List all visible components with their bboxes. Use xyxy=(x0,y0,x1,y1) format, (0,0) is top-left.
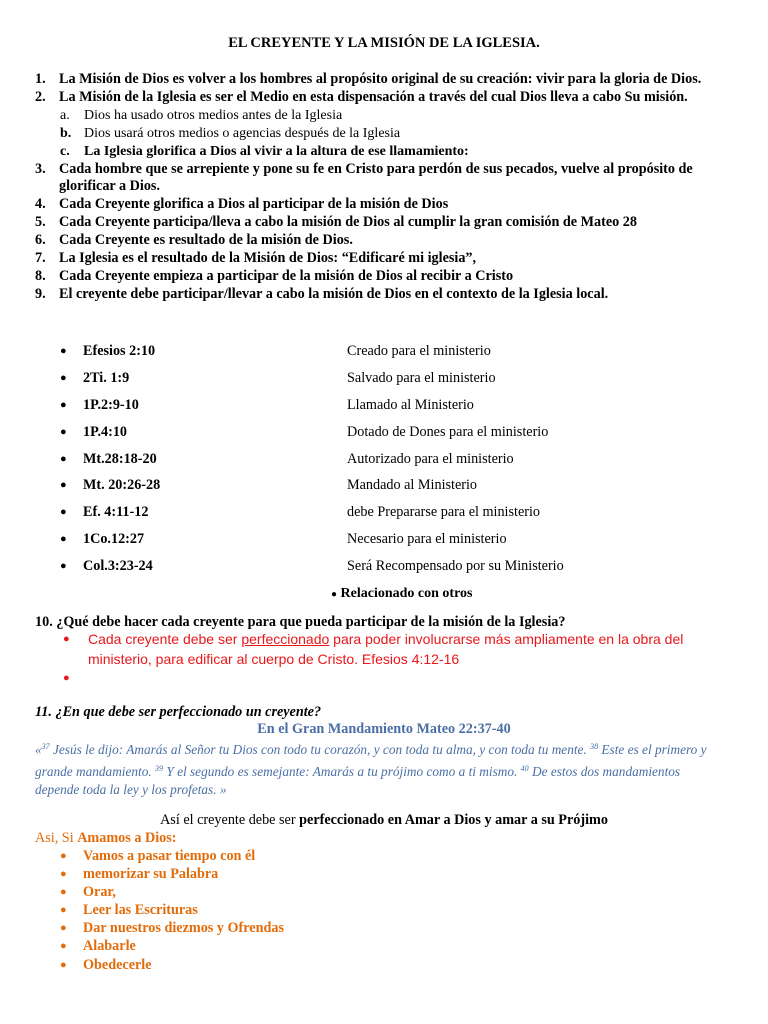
scripture-reference: 2Ti. 1:9 xyxy=(83,369,130,386)
reference-description: debe Prepararse para el ministerio xyxy=(347,504,541,521)
orange-list-item xyxy=(0,919,768,937)
reference-row xyxy=(0,395,768,422)
sub-item xyxy=(0,125,768,143)
list-item xyxy=(0,196,768,214)
list-item xyxy=(0,232,768,250)
list-item xyxy=(0,250,768,268)
related-line xyxy=(331,585,473,604)
conclusion-bold: perfeccionado en Amar a Dios y amar a su Prójimo xyxy=(299,812,608,828)
item-text: La Misión de Dios es volver a los hombres al propósito original de su creación: vivir para la gloria de Dios. xyxy=(59,71,702,87)
orange-item-text: Vamos a pasar tiempo con él xyxy=(83,848,256,864)
sub-item-text: Dios usará otros medios o agencias después de la Iglesia xyxy=(84,125,401,141)
related-text: Relacionado con otros xyxy=(340,586,473,601)
scripture-reference: Ef. 4:11-12 xyxy=(83,504,149,521)
orange-heading xyxy=(35,829,177,847)
reference-description: Dotado de Dones para el ministerio xyxy=(347,423,549,440)
red-empty-bullet-row xyxy=(0,669,768,689)
quote-open: « xyxy=(35,742,42,757)
verse-text: Y el segundo es semejante: Amarás a tu prójimo como a ti mismo. xyxy=(163,763,521,779)
sub-item-letter: a. xyxy=(60,107,70,123)
item-text: Cada Creyente participa/lleva a cabo la misión de Dios al cumplir la gran comisión de Mateo 28 xyxy=(59,214,637,231)
sub-item xyxy=(0,143,768,161)
reference-row xyxy=(0,529,768,556)
bullet-icon: ● xyxy=(60,850,67,862)
bullet-icon: ● xyxy=(60,345,67,357)
item-number: 2. xyxy=(35,88,46,105)
item-number: 6. xyxy=(35,232,46,249)
list-item xyxy=(0,71,768,89)
red-text-before: Cada creyente debe ser xyxy=(88,631,242,647)
scripture-reference: 1Co.12:27 xyxy=(83,531,145,548)
orange-list-item xyxy=(0,883,768,901)
verse-text: Jesús le dijo: Amarás al Señor tu Dios con todo tu corazón, y con toda tu alma, y con toda tu mente. xyxy=(49,742,591,757)
red-bullet-row xyxy=(0,630,768,669)
bullet-icon: ● xyxy=(60,922,67,935)
reference-description: Salvado para el ministerio xyxy=(347,369,496,386)
sub-item-letter: c. xyxy=(60,143,70,159)
reference-list xyxy=(0,341,768,583)
item-number: 7. xyxy=(35,250,46,267)
scripture-reference: Col.3:23-24 xyxy=(83,558,153,575)
reference-row xyxy=(0,449,768,476)
red-text-underlined: perfeccionado xyxy=(241,631,330,647)
bullet-icon: ● xyxy=(60,560,67,573)
item-text: Cada Creyente glorifica a Dios al participar de la misión de Dios xyxy=(59,196,449,213)
item-text: Cada hombre que se arrepiente y pone su fe en Cristo para perdón de sus pecados, vuelve al propósito de glorificar a Dios. xyxy=(59,160,693,195)
orange-item-text: memorizar su Palabra xyxy=(83,866,219,883)
red-answer-block xyxy=(0,630,768,689)
verse-text: Este es el primero y grande mandamiento. xyxy=(35,742,707,779)
orange-heading-bold: Amamos a Dios: xyxy=(77,830,177,846)
item-text: Cada Creyente es resultado de la misión de Dios. xyxy=(59,232,353,249)
bullet-icon: ● xyxy=(60,398,67,411)
reference-row xyxy=(0,556,768,583)
bullet-icon: ● xyxy=(60,940,67,953)
bullet-icon: ● xyxy=(331,589,338,600)
reference-description: Llamado al Ministerio xyxy=(347,396,474,413)
orange-list-item xyxy=(0,937,768,955)
sub-item-text: La Iglesia glorifica a Dios al vivir a la altura de ese llamamiento: xyxy=(84,143,469,159)
verse-number: 37 xyxy=(41,742,50,751)
scripture-reference: 1P.2:9-10 xyxy=(83,396,139,413)
verse-number: 39 xyxy=(155,763,164,773)
item-number: 4. xyxy=(35,196,46,213)
bullet-icon: ● xyxy=(60,904,67,917)
question-11: 11. ¿En que debe ser perfeccionado un creyente? xyxy=(35,704,322,720)
verse-number: 40 xyxy=(520,763,529,773)
orange-list xyxy=(0,847,768,974)
bullet-icon: ● xyxy=(60,868,67,881)
numbered-list xyxy=(0,71,768,304)
question-10: 10. ¿Qué debe hacer cada creyente para que pueda participar de la misión de la Iglesia? xyxy=(35,614,566,630)
item-text: Cada Creyente empieza a participar de la misión de Dios al recibir a Cristo xyxy=(59,267,514,284)
item-text: El creyente debe participar/llevar a cabo la misión de Dios en el contexto de la Iglesia local. xyxy=(59,285,609,302)
orange-list-item xyxy=(0,901,768,919)
verse-text: De estos dos mandamientos depende toda la ley y los profetas xyxy=(35,763,681,797)
red-text-after: para poder involucrarse más ampliamente en la obra del ministerio, para edificar al cuerpo de Cristo. Efesios 4:12-16 xyxy=(88,631,684,667)
bullet-icon: ● xyxy=(60,886,67,899)
bullet-icon: ● xyxy=(60,452,67,465)
reference-row xyxy=(0,368,768,395)
reference-description: Autorizado para el ministerio xyxy=(347,450,514,467)
reference-description: Necesario para el ministerio xyxy=(347,531,507,548)
bullet-icon: ● xyxy=(60,506,67,519)
scripture-reference: 1P.4:10 xyxy=(83,423,128,440)
item-number: 9. xyxy=(35,285,46,302)
item-number: 3. xyxy=(35,160,46,177)
list-item xyxy=(0,268,768,286)
scripture-reference: Mt. 20:26-28 xyxy=(83,477,161,494)
item-text: La Misión de la Iglesia es ser el Medio en esta dispensación a través del cual Dios lleva a cabo Su misión. xyxy=(59,88,688,105)
orange-item-text: Leer las Escrituras xyxy=(83,902,198,919)
orange-list-item xyxy=(0,865,768,883)
orange-list-item xyxy=(0,847,768,865)
reference-description: Mandado al Ministerio xyxy=(347,477,478,494)
item-number: 8. xyxy=(35,267,46,284)
sub-item-letter: b. xyxy=(60,125,72,141)
bullet-icon: ● xyxy=(60,533,67,546)
reference-row xyxy=(0,341,768,368)
verse-number: 38 xyxy=(590,742,599,751)
list-item xyxy=(0,214,768,232)
quote-close: . » xyxy=(213,782,227,797)
gran-mandamiento-title: En el Gran Mandamiento Mateo 22:37-40 xyxy=(257,721,511,737)
reference-description: Será Recompensado por su Ministerio xyxy=(347,558,564,575)
orange-item-text: Orar, xyxy=(83,884,116,901)
bullet-icon: ● xyxy=(60,479,67,492)
bullet-icon: ● xyxy=(60,371,67,384)
bullet-icon: ● xyxy=(60,958,67,971)
sub-item-text: Dios ha usado otros medios antes de la Iglesia xyxy=(84,107,343,123)
scripture-reference: Mt.28:18-20 xyxy=(83,450,157,467)
orange-heading-text: Asi, Si xyxy=(35,830,78,846)
orange-item-text: Obedecerle xyxy=(83,956,152,973)
item-number: 1. xyxy=(35,71,46,87)
conclusion-text: Así el creyente debe ser xyxy=(160,812,300,828)
reference-row xyxy=(0,422,768,449)
reference-row xyxy=(0,502,768,529)
page-title: EL CREYENTE Y LA MISIÓN DE LA IGLESIA. xyxy=(228,35,540,51)
scripture-reference: Efesios 2:10 xyxy=(83,343,156,359)
orange-item-text: Dar nuestros diezmos y Ofrendas xyxy=(83,920,284,937)
orange-list-item xyxy=(0,956,768,974)
orange-item-text: Alabarle xyxy=(83,938,136,955)
item-text: La Iglesia es el resultado de la Misión de Dios: “Edificaré mi iglesia”, xyxy=(59,250,477,267)
item-number: 5. xyxy=(35,214,46,231)
bullet-icon: ● xyxy=(63,633,70,645)
list-item xyxy=(0,89,768,107)
scripture-quote xyxy=(35,738,715,800)
bullet-icon: ● xyxy=(63,672,70,684)
list-item xyxy=(0,161,768,197)
reference-row xyxy=(0,475,768,502)
reference-description: Creado para el ministerio xyxy=(347,343,491,359)
conclusion-line xyxy=(0,811,768,829)
bullet-icon: ● xyxy=(60,425,67,438)
list-item xyxy=(0,286,768,304)
sub-item xyxy=(0,107,768,125)
